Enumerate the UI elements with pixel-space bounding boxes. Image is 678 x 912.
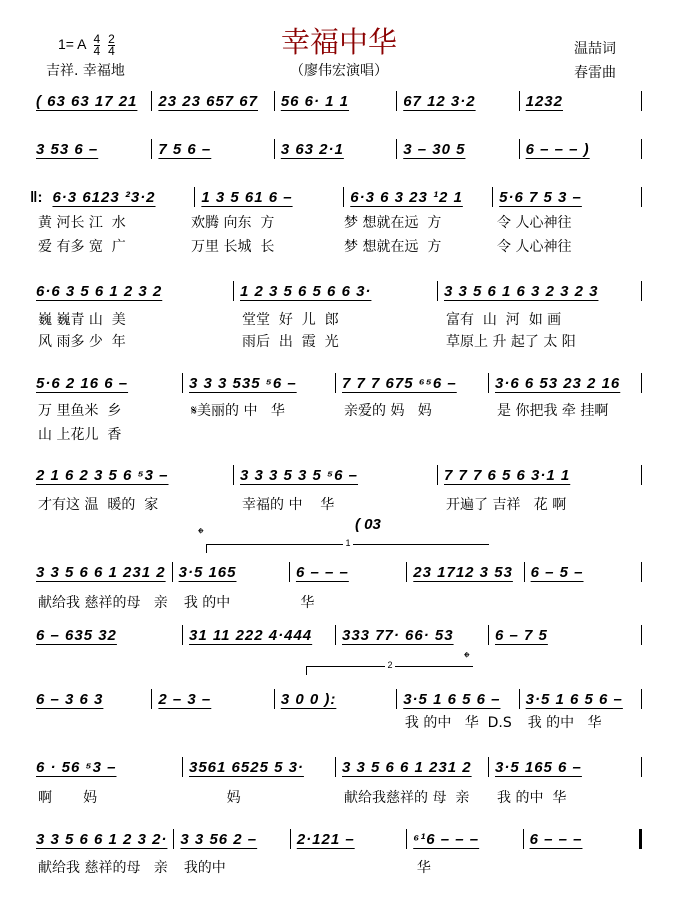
barline <box>641 625 642 645</box>
measure: 5·6 7 5 3 – <box>499 188 582 206</box>
repeat-start-sign: ‖: <box>30 188 43 206</box>
lyric-segment: 我 的中 华 <box>527 715 602 731</box>
pickup-notes: ( 03 <box>355 516 381 533</box>
lyric-segment: 献给我慈祥的 母 亲 <box>344 790 470 806</box>
lyrics-line <box>30 212 642 232</box>
lyrics-line <box>30 787 642 807</box>
lyric-segment: 风 雨多 少 年 <box>38 334 126 350</box>
measure: 6 – – – ) <box>525 140 590 158</box>
time-denominator: 4 <box>93 44 101 58</box>
lyric-segment: 亲爱的 妈 妈 <box>344 403 432 419</box>
measure: 3·5 1 6 5 6 – <box>525 690 623 708</box>
notation-line <box>30 688 642 710</box>
measure: 6·3 6123 ²3·2 <box>52 188 156 206</box>
barline <box>641 757 642 777</box>
measure: 1 3 5 61 6 – <box>201 188 293 206</box>
measure: 7 5 6 – <box>158 140 212 158</box>
volta-bracket-1 <box>206 538 489 553</box>
lyric-segment: 妈 <box>191 790 241 806</box>
lyric-segment: 梦 想就在远 方 <box>344 215 442 231</box>
measure: 31 11 222 4·444 <box>189 626 313 644</box>
notation-line <box>30 372 642 394</box>
lyric-segment: 令 人心神往 <box>497 215 572 231</box>
measure: 6 – – – <box>529 830 583 848</box>
measure: 3 3 3 535 ⁵6 – <box>189 374 297 392</box>
lyric-segment: 令 人心神往 <box>497 239 572 255</box>
measure: 6·3 6 3 23 ¹2 1 <box>350 188 463 206</box>
measure: 3 3 5 6 6 1 231 2 <box>342 758 472 776</box>
lyrics-line <box>30 331 642 351</box>
notation-line <box>30 756 642 778</box>
lyrics-line <box>30 424 642 444</box>
lyric-segment: 万里 长城 长 <box>191 239 275 255</box>
lyric-segment: 我的中 <box>183 860 226 876</box>
lyrics-line <box>30 400 642 420</box>
barline <box>641 187 642 207</box>
measure: 6 – 7 5 <box>495 626 548 644</box>
notation-line <box>30 828 642 850</box>
lyric-segment <box>525 592 642 612</box>
notation-line <box>30 90 642 112</box>
lyrics-line <box>30 309 642 329</box>
album-label: 吉祥. 幸福地 <box>46 63 125 79</box>
measure: 23 1712 3 53 <box>413 563 513 581</box>
coda-sign-icon: 𝄌 <box>198 526 204 543</box>
key-signature <box>58 34 115 57</box>
barline <box>641 689 642 709</box>
notation-line <box>30 624 642 646</box>
time-numerator: 4 <box>93 32 101 46</box>
singer-label: （廖伟宏演唱） <box>290 63 388 79</box>
lyric-segment <box>152 712 274 732</box>
measure: 6 – 3 6 3 <box>36 690 104 708</box>
barline <box>641 465 642 485</box>
lyric-segment: 雨后 出 霞 光 <box>242 334 339 350</box>
measure: 67 12 3·2 <box>403 92 476 110</box>
measure: 6 – 635 32 <box>36 626 117 644</box>
lyric-segment <box>336 424 489 444</box>
measure: 1232 <box>525 92 563 110</box>
time-signature-2-4 <box>108 34 115 57</box>
lyric-segment <box>409 592 526 612</box>
measure: 2 – 3 – <box>158 690 212 708</box>
measure: 3·6 6 53 23 2 16 <box>495 374 621 392</box>
lyric-segment: 𝄋美丽的 中 华 <box>191 403 285 419</box>
measure: 3·5 165 6 – <box>495 758 582 776</box>
notation-line <box>30 280 642 302</box>
measure: 3 – 30 5 <box>403 140 466 158</box>
barline <box>641 562 642 582</box>
lyric-segment: 献给我 慈祥的母 亲 <box>38 595 168 611</box>
measure: 2 1 6 2 3 5 6 ⁵3 – <box>36 466 169 484</box>
song-title: 幸福中华 <box>280 25 397 59</box>
measure: 3·5 1 6 5 6 – <box>403 690 501 708</box>
lyric-segment: 是 你把我 牵 挂啊 <box>497 403 609 419</box>
lyrics-line <box>30 712 642 732</box>
lyric-segment <box>489 424 642 444</box>
measure: 6 – – – <box>295 563 349 581</box>
measure: 3 3 3 5 3 5 ⁵6 – <box>240 466 359 484</box>
measure: 6 – 5 – <box>530 563 584 581</box>
lyric-segment: 献给我 慈祥的母 亲 <box>38 860 168 876</box>
measure: 5·6 2 16 6 – <box>36 374 129 392</box>
measure: 3561 6525 5 3· <box>189 758 304 776</box>
lyric-segment: 我 的中 <box>183 595 231 611</box>
lyrics-line <box>30 857 642 877</box>
measure: ⁶¹6 – – – <box>413 830 480 848</box>
lyric-segment: 富有 山 河 如 画 <box>446 312 562 328</box>
barline <box>641 281 642 301</box>
barline <box>641 91 642 111</box>
measure: 1 2 3 5 6 5 6 6 3· <box>240 282 372 300</box>
key-label: 1= A <box>58 36 86 53</box>
measure: 6 · 56 ⁵3 – <box>36 758 117 776</box>
lyric-segment: 开遍了 吉祥 花 啊 <box>446 497 567 513</box>
notation-line <box>30 138 642 160</box>
measure: 56 6· 1 1 <box>280 92 350 110</box>
lyric-segment: 爱 有多 宽 广 <box>38 239 126 255</box>
measure: 3 3 5 6 1 6 3 2 3 2 3 <box>444 282 599 300</box>
lyric-segment: 巍 巍青 山 美 <box>38 312 126 328</box>
measure: 3 3 5 6 6 1 231 2 <box>36 563 166 581</box>
volta-number: 1 <box>345 538 351 548</box>
notation-line <box>30 464 642 486</box>
measure: 3 63 2·1 <box>280 140 344 158</box>
measure: 333 77· 66· 53 <box>342 626 454 644</box>
coda-sign-icon: 𝄌 <box>464 650 470 667</box>
lyric-segment: 梦 想就在远 方 <box>344 239 442 255</box>
measure: 7 7 7 6 5 6 3·1 1 <box>444 466 571 484</box>
measure: 3 3 5 6 6 1 2 3 2· <box>36 830 168 848</box>
time-denominator: 4 <box>108 44 115 58</box>
barline <box>641 139 642 159</box>
lyric-segment <box>292 857 409 877</box>
lyric-segment: 草原上 升 起了 太 阳 <box>446 334 576 350</box>
barline <box>641 373 642 393</box>
lyric-segment <box>275 712 397 732</box>
lyric-segment: 欢腾 向东 方 <box>191 215 275 231</box>
lyric-segment: 华 <box>416 860 431 876</box>
lyric-segment: 我 的中 华 D.S <box>404 715 512 731</box>
lyric-segment: 啊 妈 <box>38 790 98 806</box>
volta-bracket-2 <box>306 660 473 675</box>
measure: 3·5 165 <box>178 563 237 581</box>
measure: 3 3 56 2 – <box>180 830 258 848</box>
measure: ( 63 63 17 21 <box>36 92 138 110</box>
measure: 3 0 0 ): <box>280 690 337 708</box>
lyrics-line <box>30 236 642 256</box>
volta-number: 2 <box>387 660 393 670</box>
lyric-segment: 山 上花儿 香 <box>38 427 122 443</box>
lyric-segment: 堂堂 好 儿 郎 <box>242 312 339 328</box>
final-barline <box>639 829 642 849</box>
lyric-segment <box>183 424 336 444</box>
notation-line <box>30 561 642 583</box>
time-numerator: 2 <box>108 32 115 46</box>
composer-label: 春雷曲 <box>574 65 616 81</box>
lyric-segment <box>30 712 152 732</box>
measure: 2·121 – <box>296 830 355 848</box>
lyricist-label: 温喆词 <box>574 41 616 57</box>
measure: 6·6 3 5 6 1 2 3 2 <box>36 282 163 300</box>
lyrics-line <box>30 494 642 514</box>
lyric-segment: 我 的中 华 <box>497 790 567 806</box>
measure: 3 53 6 – <box>36 140 99 158</box>
measure: 23 23 657 67 <box>158 92 258 110</box>
lyrics-line <box>30 592 642 612</box>
lyric-segment: 黄 河长 江 水 <box>38 215 126 231</box>
lyric-segment <box>525 857 642 877</box>
lyric-segment: 幸福的 中 华 <box>242 497 335 513</box>
measure: 7 7 7 675 ⁶⁵6 – <box>342 374 457 392</box>
lyric-segment: 华 <box>300 595 315 611</box>
lyric-segment: 万 里鱼米 乡 <box>38 403 122 419</box>
notation-line <box>30 186 642 208</box>
lyric-segment: 才有这 温 暖的 家 <box>38 497 159 513</box>
time-signature-4-4 <box>94 34 101 57</box>
